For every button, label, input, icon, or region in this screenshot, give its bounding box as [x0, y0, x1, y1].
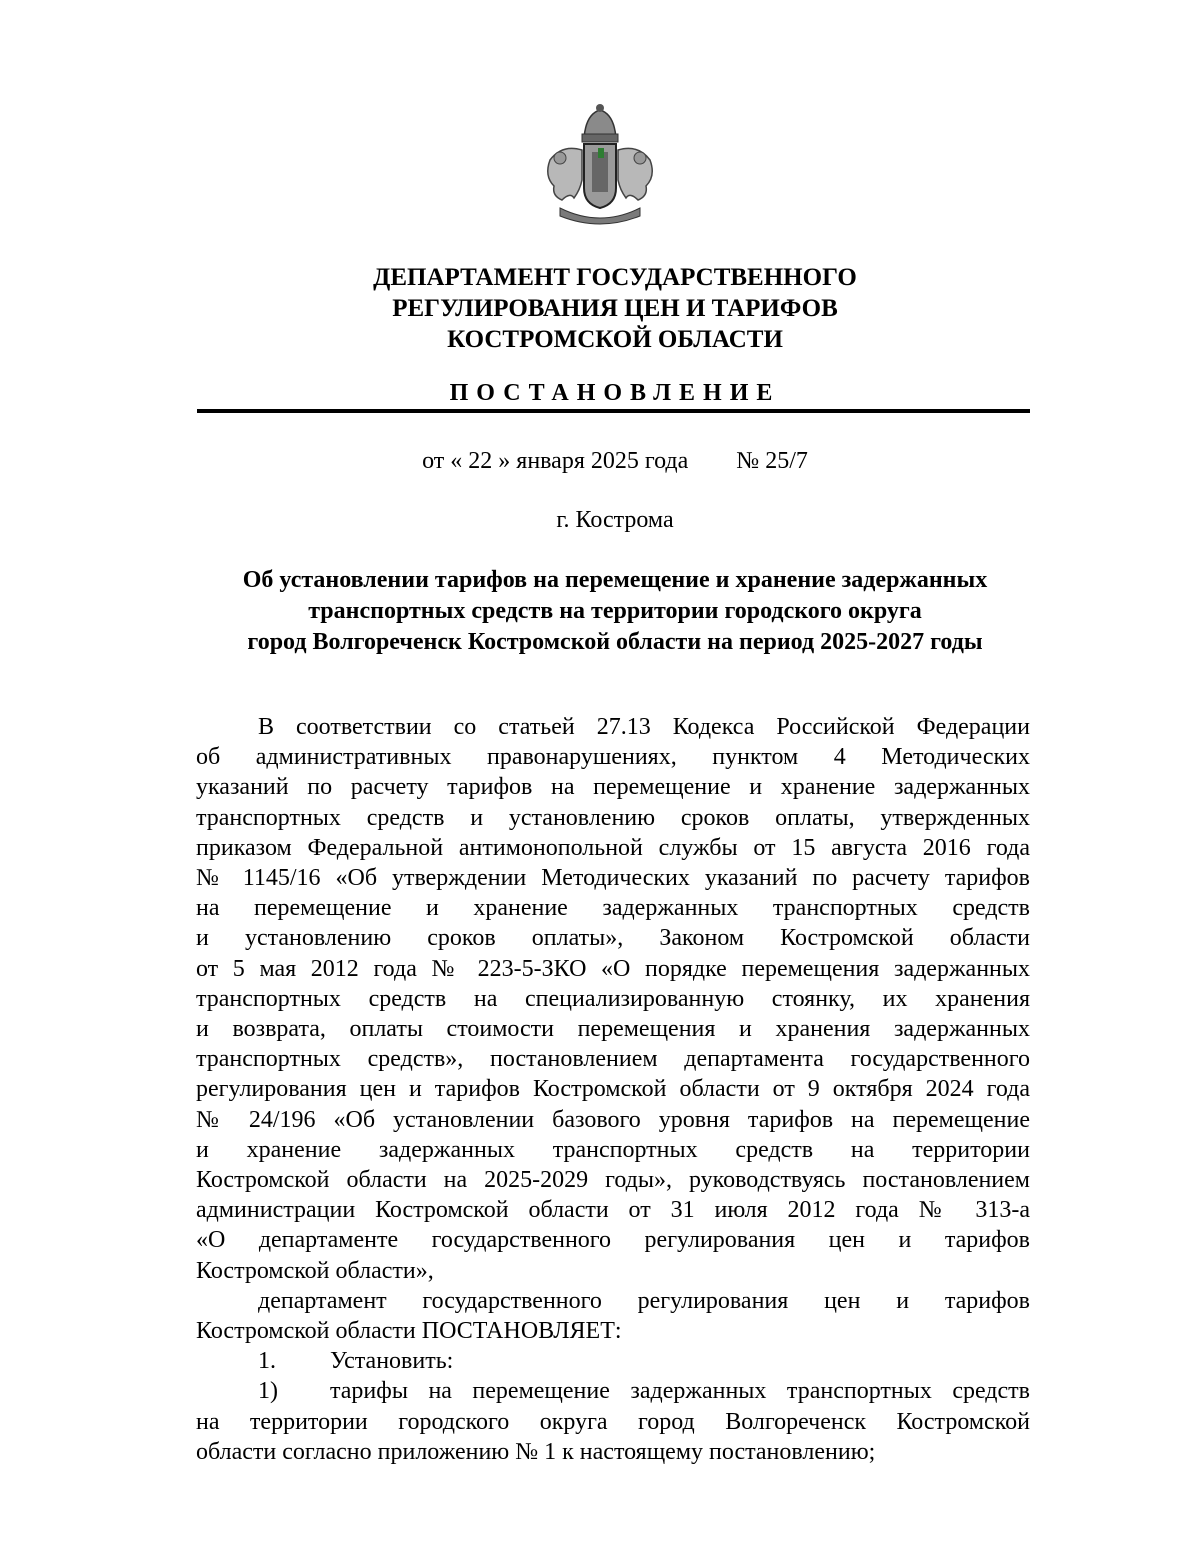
preamble-line: Костромской области»,: [196, 1257, 434, 1284]
item-1: [196, 1346, 1030, 1376]
preamble-line: администрации Костромской области от 31 июля 2012 года № 313-а: [196, 1197, 1030, 1224]
preamble-line: приказом Федеральной антимонопольной службы от 15 августа 2016 года: [196, 834, 1030, 861]
preamble-line: № 24/196 «Об установлении базового уровня тарифов на перемещение: [196, 1106, 1030, 1133]
document-number: № 25/7: [736, 448, 808, 474]
item-1-1-line: на территории городского округа город Волгореченск Костромской: [196, 1408, 1030, 1435]
preamble-line: на перемещение и хранение задержанных транспортных средств: [196, 895, 1030, 922]
coat-of-arms-icon: [540, 100, 660, 230]
preamble-line: «О департаменте государственного регулирования цен и тарифов: [196, 1227, 1030, 1254]
department-line: КОСТРОМСКОЙ ОБЛАСТИ: [447, 326, 783, 353]
preamble-line: № 1145/16 «Об утверждении Методических указаний по расчету тарифов: [196, 865, 1030, 892]
subject-line: Об установлении тарифов на перемещение и хранение задержанных: [242, 567, 988, 593]
item-1-1-label: 1): [258, 1378, 278, 1405]
department-line: ДЕПАРТАМЕНТ ГОСУДАРСТВЕННОГО: [373, 264, 857, 291]
date-number-line: [200, 448, 1030, 475]
preamble-line: транспортных средств», постановлением департамента государственного: [196, 1046, 1030, 1073]
subject-line: город Волгореченск Костромской области на период 2025-2027 годы: [247, 629, 983, 655]
preamble-line: регулирования цен и тарифов Костромской области от 9 октября 2024 года: [196, 1076, 1030, 1103]
department-line: РЕГУЛИРОВАНИЯ ЦЕН И ТАРИФОВ: [392, 295, 838, 322]
preamble-line: и возврата, оплаты стоимости перемещения и хранения задержанных: [196, 1016, 1030, 1043]
preamble-line: от 5 мая 2012 года № 223-5-ЗКО «О порядке перемещения задержанных: [196, 955, 1030, 982]
item-1-text: Установить:: [330, 1348, 454, 1375]
document-subject: [200, 565, 1030, 658]
header-divider: [197, 409, 1030, 413]
preamble-line: В соответствии со статьей 27.13 Кодекса Российской Федерации: [258, 714, 1030, 740]
resolve-line: департамент государственного регулирования цен и тарифов: [258, 1287, 1030, 1314]
preamble-line: и хранение задержанных транспортных средств на территории: [196, 1136, 1030, 1163]
document-date: от « 22 » января 2025 года: [422, 448, 689, 474]
preamble-line: транспортных средств и установлению сроков оплаты, утвержденных: [196, 804, 1030, 831]
preamble-line: об административных правонарушениях, пунктом 4 Методических: [196, 744, 1030, 771]
preamble-line: указаний по расчету тарифов на перемещение и хранение задержанных: [196, 774, 1030, 801]
document-city: г. Кострома: [556, 507, 674, 533]
document-type: ПОСТАНОВЛЕНИЕ: [449, 380, 781, 406]
preamble-line: транспортных средств на специализированную стоянку, их хранения: [196, 985, 1030, 1012]
department-name: [200, 262, 1030, 355]
item-1-1-line: [196, 1376, 1030, 1406]
item-1-1-line: области согласно приложению № 1 к настоящему постановлению;: [196, 1438, 876, 1465]
preamble-line: Костромской области на 2025-2029 годы», руководствуясь постановлением: [196, 1167, 1030, 1194]
subject-line: транспортных средств на территории городского округа: [308, 598, 922, 624]
document-body: [196, 712, 1030, 1467]
preamble-line: и установлению сроков оплаты», Законом Костромской области: [196, 925, 1030, 952]
item-1-1-text: тарифы на перемещение задержанных транспортных средств: [330, 1378, 1030, 1405]
resolve-line: Костромской области ПОСТАНОВЛЯЕТ:: [196, 1318, 622, 1345]
item-1-label: 1.: [258, 1348, 276, 1375]
